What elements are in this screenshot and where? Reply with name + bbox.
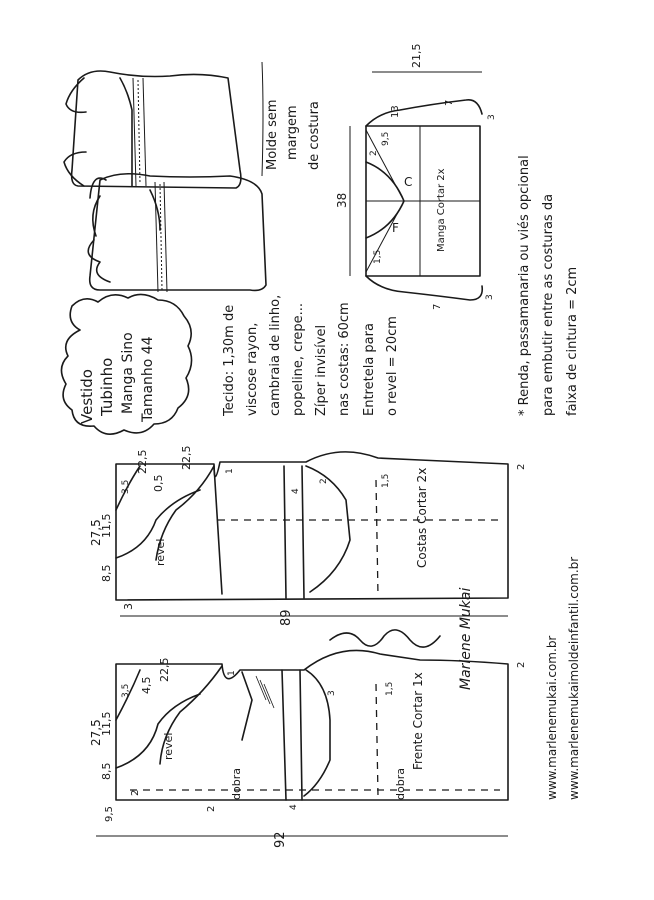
front-revel: revel [162, 732, 175, 760]
title-cloud [61, 294, 191, 434]
footnote-line-2: para embutir entre as costuras da [541, 193, 556, 416]
sleeve-dim-13: 13 [390, 105, 401, 118]
title-line-4: Tamanho 44 [140, 336, 156, 422]
front-dim-2: 2 [130, 789, 141, 796]
front-dim-225: 22,5 [158, 657, 171, 682]
back-dim-225b: 22,5 [180, 445, 193, 470]
front-dim-95: 9,5 [104, 806, 115, 822]
materials-line-2: viscose rayon, [245, 322, 260, 416]
dim-total-89: 89 [279, 609, 294, 626]
back-dim-1: 1 [225, 468, 235, 474]
back-dim-15: 1,5 [381, 473, 391, 488]
sleeve-dim-15: 1,5 [373, 249, 383, 264]
footnote [517, 155, 580, 416]
back-dim-2b: 2 [516, 463, 527, 470]
sleeve-dim-7b: 7 [432, 303, 443, 310]
back-dim-275: 27,5 [89, 519, 103, 546]
sleeve-dim-3a: 3 [487, 114, 497, 120]
front-dim-2c: 2 [516, 661, 527, 668]
total-length-89 [120, 609, 508, 626]
front-dobra-2: dobra [394, 768, 407, 800]
materials-line-1: Tecido: 1,30m de [222, 304, 237, 416]
front-dim-3: 3 [327, 690, 337, 696]
back-dim-3: 3 [122, 603, 135, 610]
sleeve-dim-3b: 3 [485, 294, 495, 300]
sleeve-dim-7a: 7 [444, 99, 455, 106]
dim-total-92: 92 [273, 831, 288, 848]
front-dim-275: 27,5 [89, 719, 103, 746]
materials-line-6: nas costas: 60cm [337, 302, 352, 416]
sleeve-label: Manga Cortar 2x [436, 168, 447, 252]
mold-note-line-1: Molde sem [265, 99, 280, 170]
back-pattern [89, 446, 527, 611]
front-dim-15: 1,5 [385, 681, 395, 696]
materials-text [222, 295, 400, 417]
materials-line-7: Entretela para [362, 323, 377, 416]
sleeve-dim-height: 21,5 [410, 43, 423, 68]
materials-line-4: popeline, crepe... [291, 302, 306, 416]
footnote-line-1: * Renda, passamanaria ou viés opcional [517, 155, 532, 416]
back-dim-2: 2 [319, 478, 329, 484]
back-dim-05: 0,5 [152, 474, 165, 492]
front-dim-45: 4,5 [140, 676, 153, 694]
mold-note-line-2: margem [285, 105, 300, 160]
sleeve-dim-width: 38 [335, 192, 349, 208]
front-dobra-1: dobra [230, 768, 243, 800]
sleeve-letter-f: F [392, 221, 399, 235]
sleeve-dim-2: 2 [369, 150, 379, 156]
websites [545, 557, 581, 800]
back-label: Costas Cortar 2x [415, 467, 429, 568]
materials-line-8: o revel = 20cm [385, 316, 400, 416]
sleeve-dim-95: 9,5 [381, 131, 391, 146]
footnote-line-3: faixa de cintura = 2cm [565, 266, 580, 416]
title-line-3: Manga Sino [120, 332, 136, 414]
dress-sketch-front [64, 71, 241, 188]
website-1: www.marlenemukai.com.br [545, 635, 559, 800]
total-length-92 [96, 831, 508, 848]
title-line-2: Tubinho [98, 357, 116, 416]
back-dim-225: 22,5 [136, 449, 149, 474]
front-dim-85: 8,5 [100, 762, 113, 780]
back-dim-4: 4 [291, 488, 301, 494]
signature [330, 588, 474, 690]
front-dim-4: 4 [289, 804, 299, 810]
dress-sketch-back [88, 174, 266, 292]
sleeve-letter-c: C [404, 175, 413, 189]
website-2: www.marlenemukaimoldeinfantil.com.br [567, 556, 581, 800]
mold-note [262, 62, 322, 176]
signature-text: Marlene Mukai [458, 587, 474, 690]
back-dim-85: 8,5 [100, 564, 113, 582]
mold-note-line-3: de costura [307, 101, 322, 170]
materials-line-5: Zíper invisível [314, 324, 329, 416]
back-revel: revel [154, 538, 167, 566]
front-dim-2b: 2 [206, 805, 217, 812]
front-dim-335: 3,5 [121, 683, 131, 698]
front-dim-115: 11,5 [100, 711, 113, 736]
back-dim-115: 11,5 [100, 513, 113, 538]
title-line-1: Vestido [78, 369, 96, 424]
materials-line-3: cambraia de linho, [268, 294, 283, 416]
front-label: Frente Cortar 1x [411, 672, 425, 770]
sleeve-pattern [335, 44, 497, 311]
back-dim-335: 3,5 [121, 479, 131, 494]
front-dim-1: 1 [227, 670, 237, 676]
